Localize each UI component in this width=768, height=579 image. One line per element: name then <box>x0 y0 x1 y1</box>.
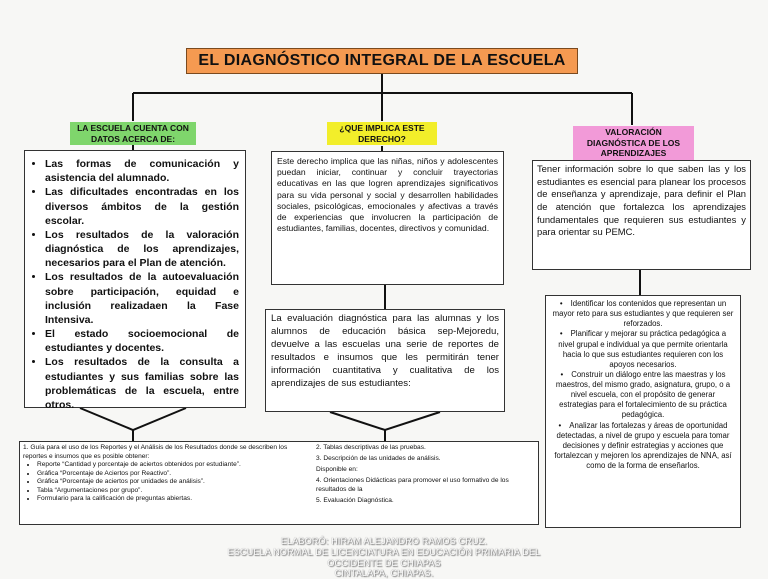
list-item: • Los resultados de la autoevaluación sobre participación, equidad e inclusión realizadaen la Fase Intensiva. <box>45 270 239 327</box>
list-item: • Gráfica “Porcentaje de aciertos por unidades de análisis”. <box>37 478 291 487</box>
list-item: 5. Evaluación Diagnóstica. <box>316 496 394 504</box>
credit-location: CINTALAPA, CHIAPAS. <box>334 568 434 579</box>
reports-box <box>19 441 539 525</box>
list-item: • Las dificultades encontradas en los diversos ámbitos de la gestión escolar. <box>45 185 239 228</box>
list-item: 3. Descripción de las unidades de análisis. <box>316 455 441 463</box>
learning-info-box: Tener información sobre lo que saben las y los estudiantes es esencial para planear los procesos de enseñanza y aprendizaje, para definir el Plan de atención que fortalezca los aprendizajes fundamentales que requieren sus estudiantes y para orientar su PEMC. <box>532 160 751 270</box>
diagnostic-evaluation-box: La evaluación diagnóstica para las alumnas y los alumnos de educación básica sep-Mejoredu, devuelve a las escuelas una serie de reportes de resultados e insumos que les permitirán tener información cuantitativa y cualitativa de los aprendizajes de sus estudiantes: <box>265 309 505 412</box>
list-item: • Tabla “Argumentaciones por grupo”. <box>37 487 291 496</box>
list-item: • Formulario para la calificación de preguntas abiertas. <box>37 495 291 504</box>
list-item: Disponible en: <box>316 466 358 474</box>
list-item: • Gráfica “Porcentaje de Aciertos por Reactivo”. <box>37 470 291 479</box>
credit-author: ELABORÓ: HIRAM ALEJANDRO RAMOS CRUZ. <box>280 536 488 546</box>
list-item: 2. Tablas descriptivas de las pruebas. <box>316 444 426 451</box>
diagram-title: EL DIAGNÓSTICO INTEGRAL DE LA ESCUELA <box>186 48 578 74</box>
diagnostic-purposes-box <box>545 295 741 528</box>
label-diagnostic-valuation: VALORACIÓN DIAGNÓSTICA DE LOS APRENDIZAJES <box>573 126 694 160</box>
reports-guide-intro: 1. Guía para el uso de los Reportes y el Análisis de los Resultados donde se describen los reportes e insumos que es posible obtener: <box>23 444 288 460</box>
list-item: • Los resultados de la valoración diagnóstica de los aprendizajes, necesarios para el Plan de atención. <box>45 228 239 271</box>
list-item: • Construir un diálogo entre las maestras y los maestros, del mismo grado, asignatura, grupo, o a nivel escuela, con el propósito de generar estrategias para el fortalecimiento de su práctica pedagógica. <box>551 370 735 421</box>
list-item: • Las formas de comunicación y asistencia del alumnado. <box>45 157 239 185</box>
list-item: • Planificar y mejorar su práctica pedagógica a nivel grupal e individual ya que permite orientarla hacia lo que sus estudiantes requieren con los apoyos necesarios. <box>551 329 735 370</box>
reports-numbered-column <box>316 444 536 508</box>
school-data-box <box>24 150 246 411</box>
list-item: 4. Orientaciones Didácticas para promover el uso formativo de los resultados de la <box>316 477 509 493</box>
list-item: • Analizar las fortalezas y áreas de oportunidad detectadas, a nivel de grupo y escuela para tomar decisiones y definir estrategias y acciones que fortalezcan y mejoren los aprendizajes de NNA, así como de la forma de enseñarlos. <box>551 421 735 472</box>
right-implication-box: Este derecho implica que las niñas, niños y adolescentes puedan iniciar, continuar y concluir trayectorias educativas en las que logren aprendizajes significativos para su vida personal y social y desarrollen habilidades sociales, psicológicas, emocionales y afectivas a través de experiencias que involucren la participación de estudiantes, familias, docentes, directivos y comunidad. <box>271 151 504 285</box>
reports-guide-column <box>23 444 291 504</box>
label-school-data: LA ESCUELA CUENTA CON DATOS ACERCA DE: <box>70 122 196 145</box>
label-what-right-implies: ¿QUE IMPLICA ESTE DERECHO? <box>327 122 437 145</box>
list-item: • Identificar los contenidos que representan un mayor reto para sus estudiantes y que requieren ser reforzados. <box>551 299 735 329</box>
list-item: • Reporte “Cantidad y porcentaje de aciertos obtenidos por estudiante”. <box>37 461 291 470</box>
credit-school: ESCUELA NORMAL DE LICENCIATURA EN EDUCACIÓN PRIMARIA DEL OCCIDENTE DE CHIAPAS <box>227 546 541 568</box>
list-item: • El estado socioemocional de estudiantes y docentes. <box>45 327 239 355</box>
list-item: • Los resultados de la consulta a estudiantes y sus familias sobre las problemáticas de la escuela, entre otros. <box>45 355 239 412</box>
author-credits <box>200 536 568 579</box>
